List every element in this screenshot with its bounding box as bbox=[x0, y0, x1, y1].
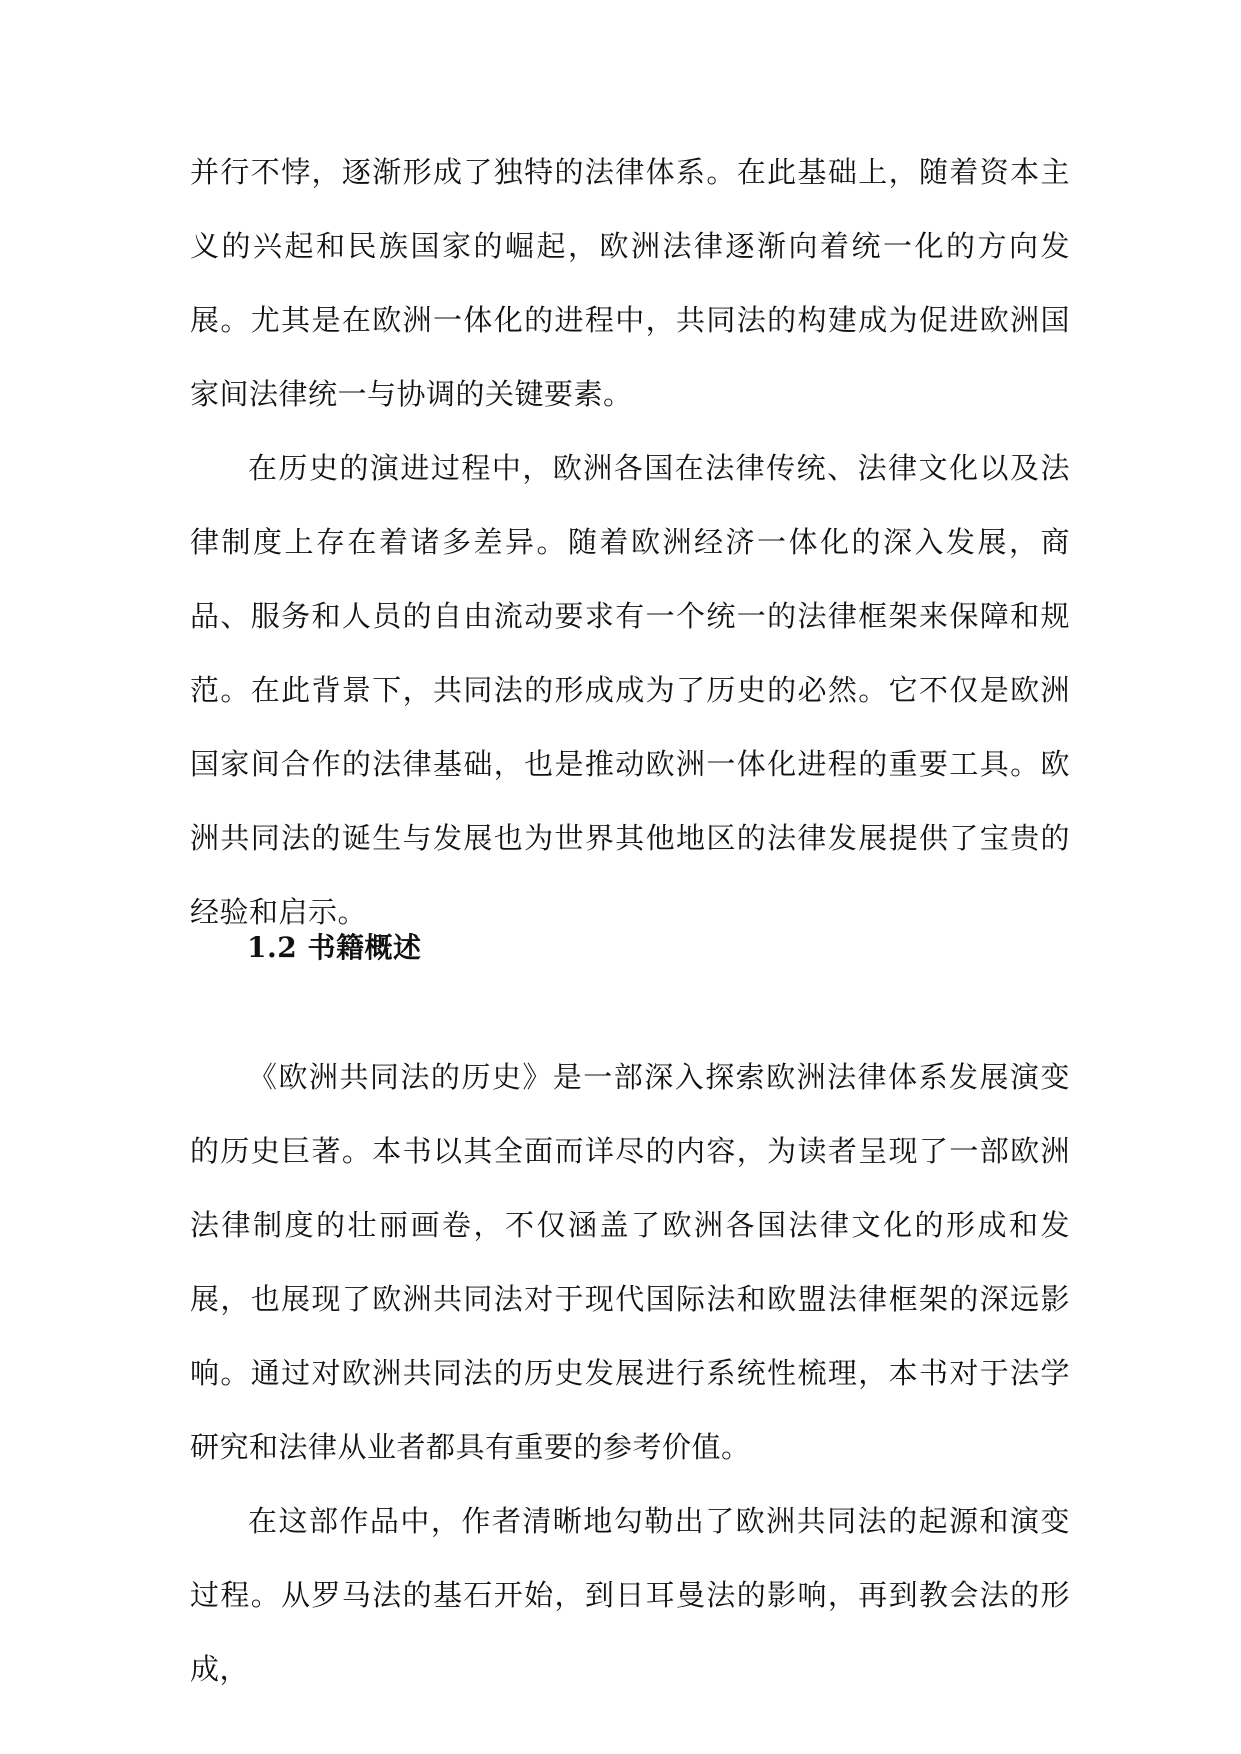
paragraph-author-outline: 在这部作品中，作者清晰地勾勒出了欧洲共同法的起源和演变过程。从罗马法的基石开始，到日耳曼法的影响，再到教会法的形成， bbox=[190, 1504, 1070, 1686]
paragraph-continuation: 并行不悖，逐渐形成了独特的法律体系。在此基础上，随着资本主义的兴起和民族国家的崛起，欧洲法律逐渐向着统一化的方向发展。尤其是在欧洲一体化的进程中，共同法的构建成为促进欧洲国家间法律统一与协调的关键要素。 bbox=[190, 155, 1070, 411]
bottom-text-section bbox=[190, 1040, 1070, 1706]
paragraph-book-overview: 《欧洲共同法的历史》是一部深入探索欧洲法律体系发展演变的历史巨著。本书以其全面而详尽的内容，为读者呈现了一部欧洲法律制度的壮丽画卷，不仅涵盖了欧洲各国法律文化的形成和发展，也展现了欧洲共同法对于现代国际法和欧盟法律框架的深远影响。通过对欧洲共同法的历史发展进行系统性梳理，本书对于法学研究和法律从业者都具有重要的参考价值。 bbox=[190, 1060, 1070, 1464]
paragraph-history-evolution: 在历史的演进过程中，欧洲各国在法律传统、法律文化以及法律制度上存在着诸多差异。随着欧洲经济一体化的深入发展，商品、服务和人员的自由流动要求有一个统一的法律框架来保障和规范。在此背景下，共同法的形成成为了历史的必然。它不仅是欧洲国家间合作的法律基础，也是推动欧洲一体化进程的重要工具。欧洲共同法的诞生与发展也为世界其他地区的法律发展提供了宝贵的经验和启示。 bbox=[190, 451, 1070, 929]
section-heading: 1.2 书籍概述 bbox=[247, 931, 422, 964]
top-text-section bbox=[190, 135, 1070, 949]
